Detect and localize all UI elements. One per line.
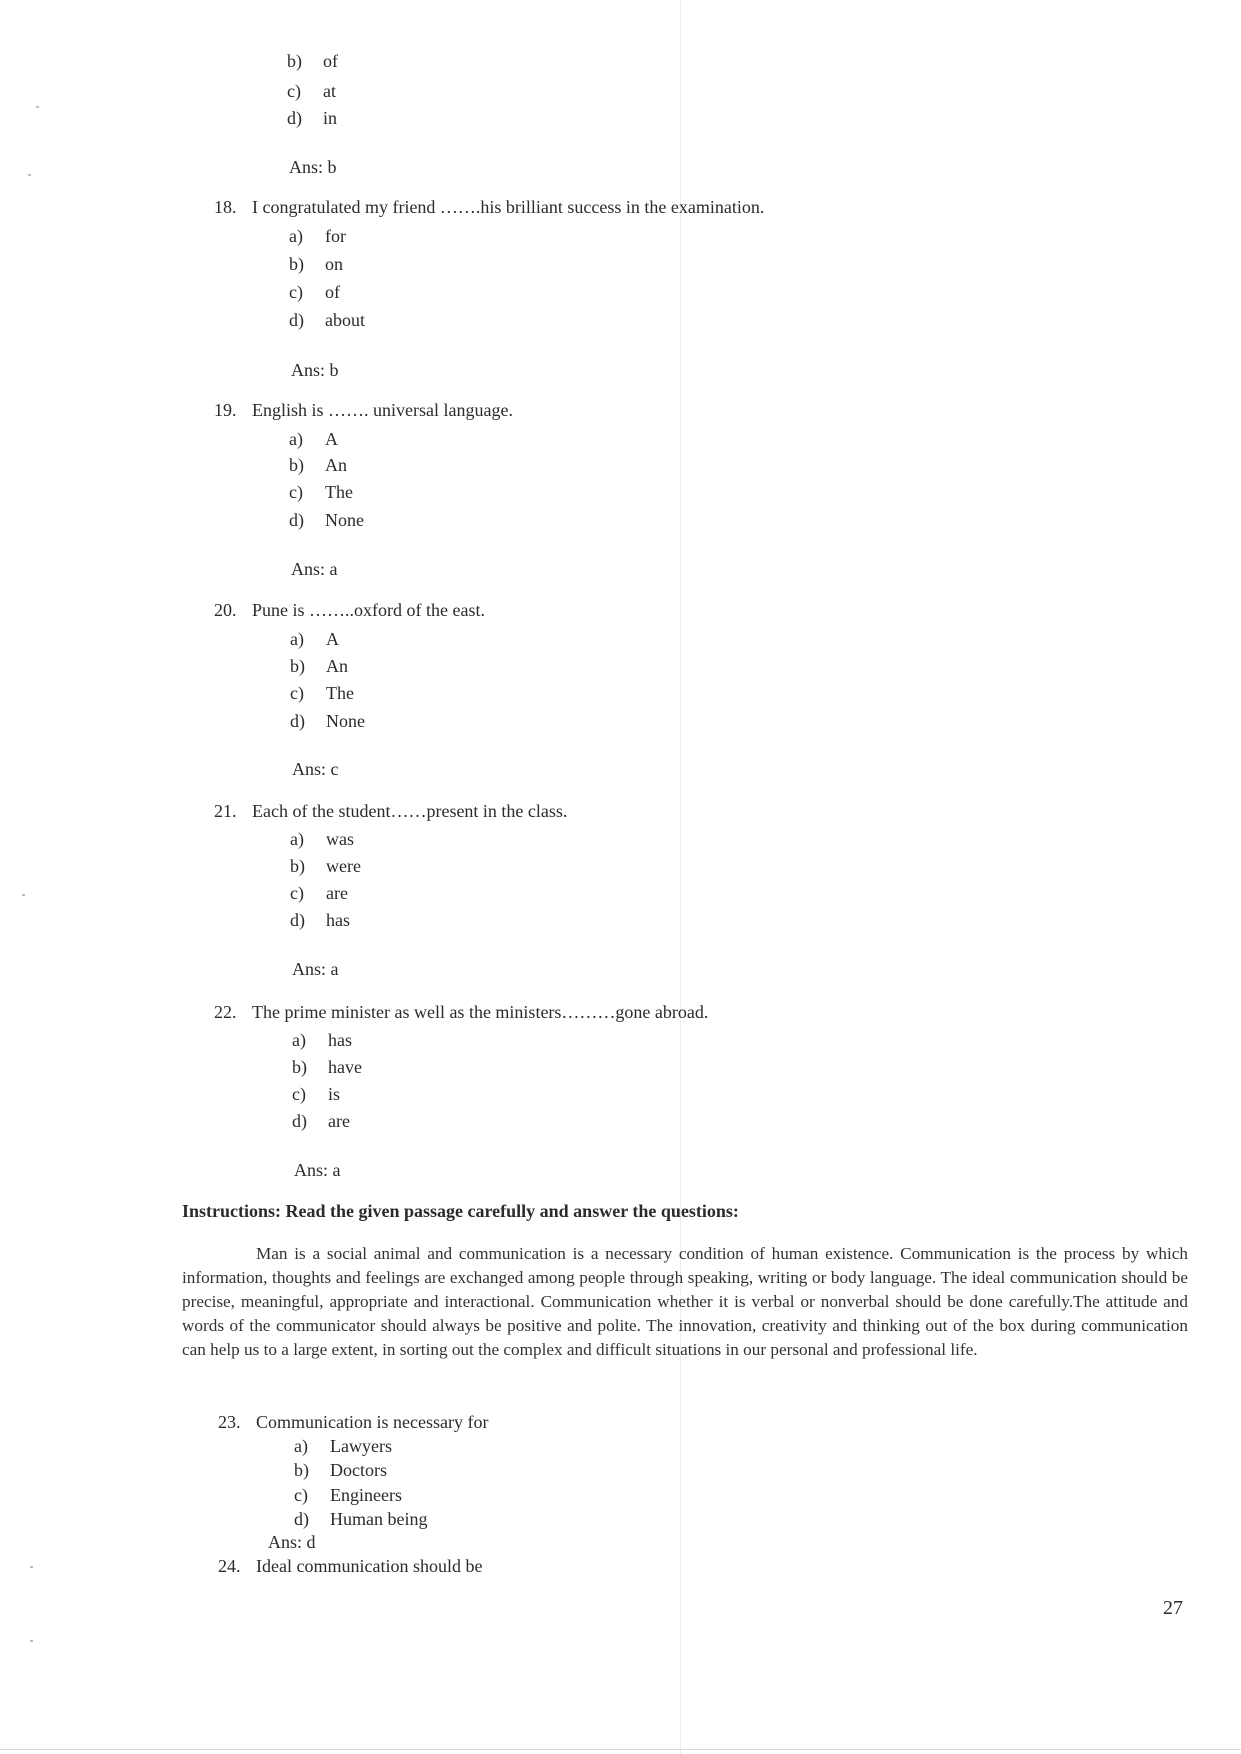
page-number: 27 [1163,1597,1183,1619]
option-d: d) are [292,1111,350,1131]
option-c: c) The [289,482,353,502]
scan-speck [30,1566,33,1568]
option-d: d) in [287,108,338,128]
answer-line: Ans: b [291,360,339,380]
scan-speck [22,894,25,896]
question-21: 21. Each of the student……present in the class. [214,801,568,821]
answer-line: Ans: d [268,1532,316,1552]
question-24: 24. Ideal communication should be [218,1556,483,1576]
option-c: c) are [290,883,348,903]
option-c: c) The [290,683,354,703]
question-18: 18. I congratulated my friend …….his brilliant success in the examination. [214,197,765,217]
scan-bottom-edge [0,1749,1241,1750]
option-a: a) for [289,226,346,246]
option-b: b) An [289,455,347,475]
option-a: a) was [290,829,354,849]
option-a: a) has [292,1030,352,1050]
option-b: b) of [287,51,338,71]
question-23: 23. Communication is necessary for [218,1412,489,1432]
option-b: b) were [290,856,361,876]
option-a: a) Lawyers [294,1436,392,1456]
answer-line: Ans: b [289,157,337,177]
answer-line: Ans: a [291,559,338,579]
option-d: d) has [290,910,350,930]
instructions-heading: Instructions: Read the given passage carefully and answer the questions: [182,1201,739,1221]
answer-line: Ans: a [292,959,339,979]
question-20: 20. Pune is ……..oxford of the east. [214,600,485,620]
option-b: b) have [292,1057,362,1077]
option-b: b) An [290,656,348,676]
question-19: 19. English is ……. universal language. [214,400,513,420]
option-a: a) A [289,429,338,449]
option-b: b) Doctors [294,1460,387,1480]
question-22: 22. The prime minister as well as the ministers………gone abroad. [214,1002,709,1022]
option-c: c) of [289,282,340,302]
reading-passage: Man is a social animal and communication is a necessary condition of human existence. Communication is the process by which information, thoughts and feelings are exchanged among people through speaking, writing or body language. The ideal communication should be precise, meaningful, appropriate and interactional. Communication whether it is verbal or nonverbal should be done carefully.The attitude and words of the communicator should always be positive and polite. The innovation, creativity and thinking out of the box during communication can help us to a large extent, in sorting out the complex and difficult situations in our personal and professional life. [182,1244,1188,1359]
option-d: d) Human being [294,1509,428,1529]
option-d: d) None [289,510,364,530]
answer-line: Ans: a [294,1160,341,1180]
option-c: c) Engineers [294,1485,402,1505]
option-d: d) None [290,711,365,731]
scan-speck [30,1640,33,1642]
answer-line: Ans: c [292,759,339,779]
scan-speck [28,174,31,176]
option-a: a) A [290,629,339,649]
scan-fold-line [680,0,681,1754]
scan-speck [36,106,39,108]
option-c: c) at [287,81,336,101]
option-d: d) about [289,310,365,330]
option-c: c) is [292,1084,341,1104]
option-b: b) on [289,254,343,274]
